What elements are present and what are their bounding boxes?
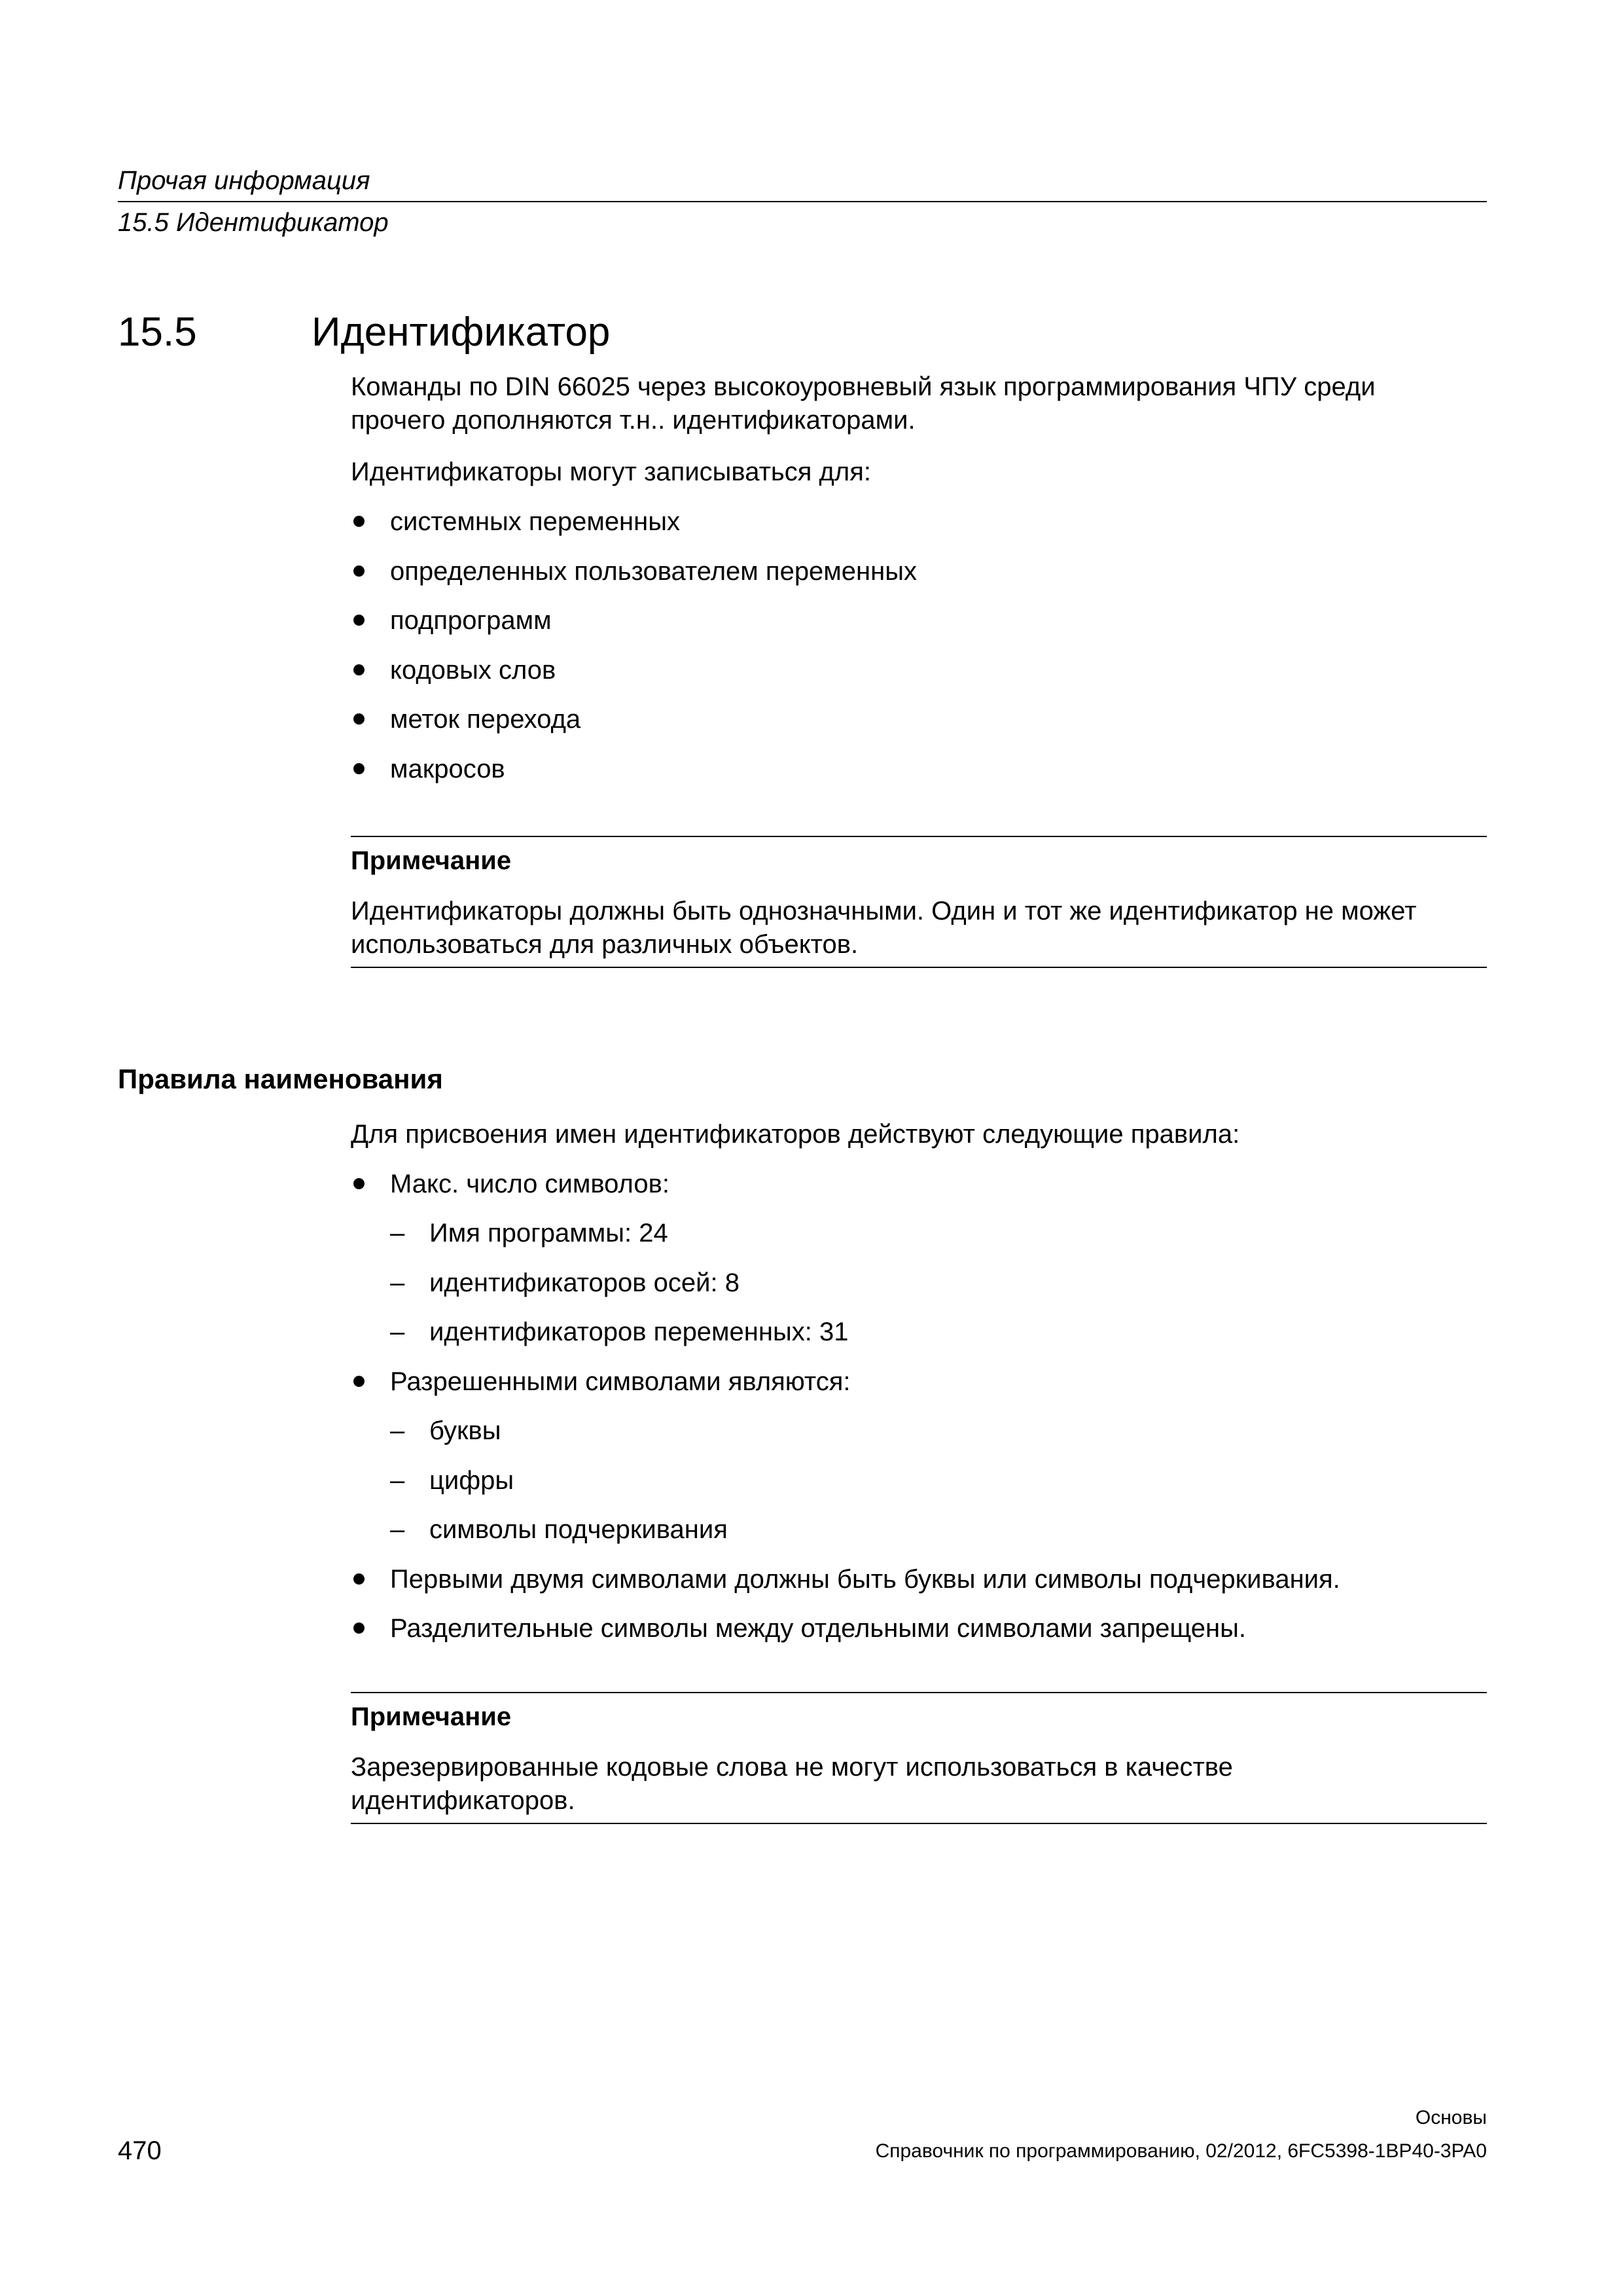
note-line-1: Зарезервированные кодовые слова не могут использоваться в качестве [351,1753,1233,1782]
dash-icon: – [390,1318,405,1346]
note-line-1: Идентификаторы должны быть однозначными. Один и тот же идентификатор не может [351,897,1417,925]
note-line-2: идентификаторов. [351,1786,575,1815]
note-heading: Примечание [351,846,512,875]
dash-icon: – [390,1219,405,1247]
intro-line-2: прочего дополняются т.н.. идентификаторами. [351,406,916,435]
page-number: 470 [118,2136,162,2165]
section-title: Идентификатор [312,310,611,355]
intro-line-1: Команды по DIN 66025 через высокоуровневый язык программирования ЧПУ среди [351,372,1376,401]
dash-icon: – [390,1416,405,1445]
note-text [351,1751,1487,1818]
note-top-rule [351,836,1487,837]
note-bottom-rule [351,1823,1487,1824]
footer-book-title: Основы [1415,2107,1487,2128]
note-heading: Примечание [351,1702,512,1731]
naming-lead-text: Для присвоения имен идентификаторов действуют следующие правила: [351,1120,1240,1149]
note-bottom-rule [351,967,1487,968]
note-top-rule [351,1692,1487,1693]
section-number: 15.5 [118,310,197,355]
intro-lead [351,456,1487,489]
intro-lead-text: Идентификаторы могут записываться для: [351,457,871,486]
subsection-title: Правила наименования [118,1064,443,1094]
note-line-2: использоваться для различных объектов. [351,930,859,959]
dash-icon: – [390,1515,405,1544]
intro-paragraph [351,370,1487,437]
header-rule [118,201,1487,202]
running-header-section: 15.5 Идентификатор [118,208,389,237]
note-text [351,895,1487,961]
dash-icon: – [390,1268,405,1297]
dash-icon: – [390,1466,405,1495]
running-header-chapter: Прочая информация [118,166,370,195]
naming-lead [351,1118,1487,1151]
footer-reference: Справочник по программированию, 02/2012, 6FC5398-1BP40-3PA0 [875,2140,1487,2162]
